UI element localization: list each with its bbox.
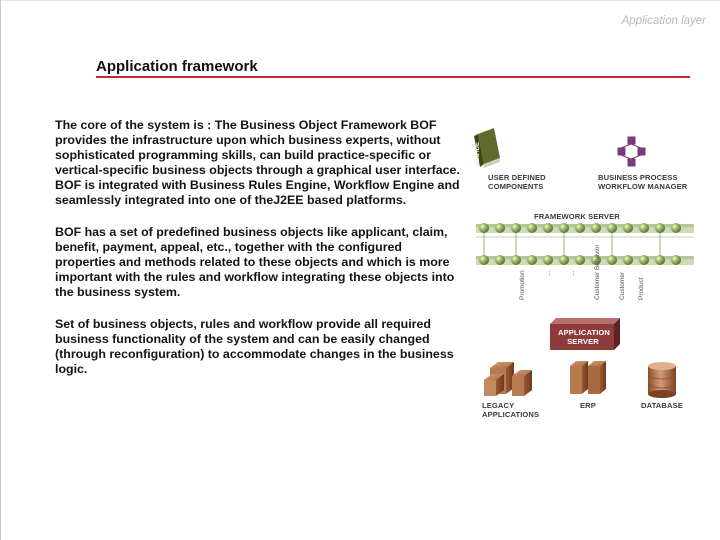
architecture-diagram (470, 124, 710, 424)
erp-icon (570, 361, 606, 394)
object-label-promotion: Promotion (519, 270, 526, 300)
database-icon (648, 362, 676, 398)
object-label-customer: Customer (619, 271, 626, 300)
paragraph-predefined-objects: BOF has a set of predefined business objects like applicant, claim, benefit, payment, appeal, etc., together with the configured properties and methods related to these objects and which is more important with the rules and workflow integrating these objects into the business system. (55, 225, 455, 299)
section-tag: Application layer (621, 15, 706, 27)
object-label-product: Product (638, 277, 645, 300)
slide-left-edge (0, 0, 1, 540)
slide-title: Application framework (96, 58, 258, 75)
body-text (55, 118, 465, 394)
slide-top-edge (0, 0, 720, 1)
workflow-manager-icon (618, 137, 645, 166)
legacy-applications-label: LEGACY APPLICATIONS (482, 401, 540, 419)
paragraph-bof-core: The core of the system is : The Business Object Framework BOF provides the infrastructure upon which business experts, without sophisticated programming skills, can build practice-specific or vertical-specific business objects through a graphical user interface. BOF is integrated with Business Rules Engine, Workflow Engine and seamlessly integrated into one of theJ2EE based platforms. (55, 118, 460, 207)
object-label-ellipsis-2: ... (569, 270, 576, 276)
object-label-ellipsis-1: ... (545, 270, 552, 276)
title-underline (96, 76, 690, 78)
erp-label: ERP (580, 401, 596, 410)
application-server-label: APPLICATION SERVER (558, 328, 611, 346)
architecture-graphic (470, 124, 710, 424)
object-label-customer-behavior: Customer Behavior (594, 244, 601, 300)
framework-server-label: FRAMEWORK SERVER (534, 212, 620, 221)
java-ide-label: Java IDE (475, 141, 481, 167)
paragraph-reconfiguration: Set of business objects, rules and workflow provide all required business functionality of the system and can be easily changed (through reconfiguration) to accommodate changes in the business logic. (55, 317, 454, 376)
database-label: DATABASE (641, 401, 683, 410)
legacy-applications-icon (484, 362, 532, 396)
business-process-workflow-label: BUSINESS PROCESS WORKFLOW MANAGER (598, 173, 688, 191)
user-defined-components-label: USER DEFINED COMPONENTS (488, 173, 546, 191)
